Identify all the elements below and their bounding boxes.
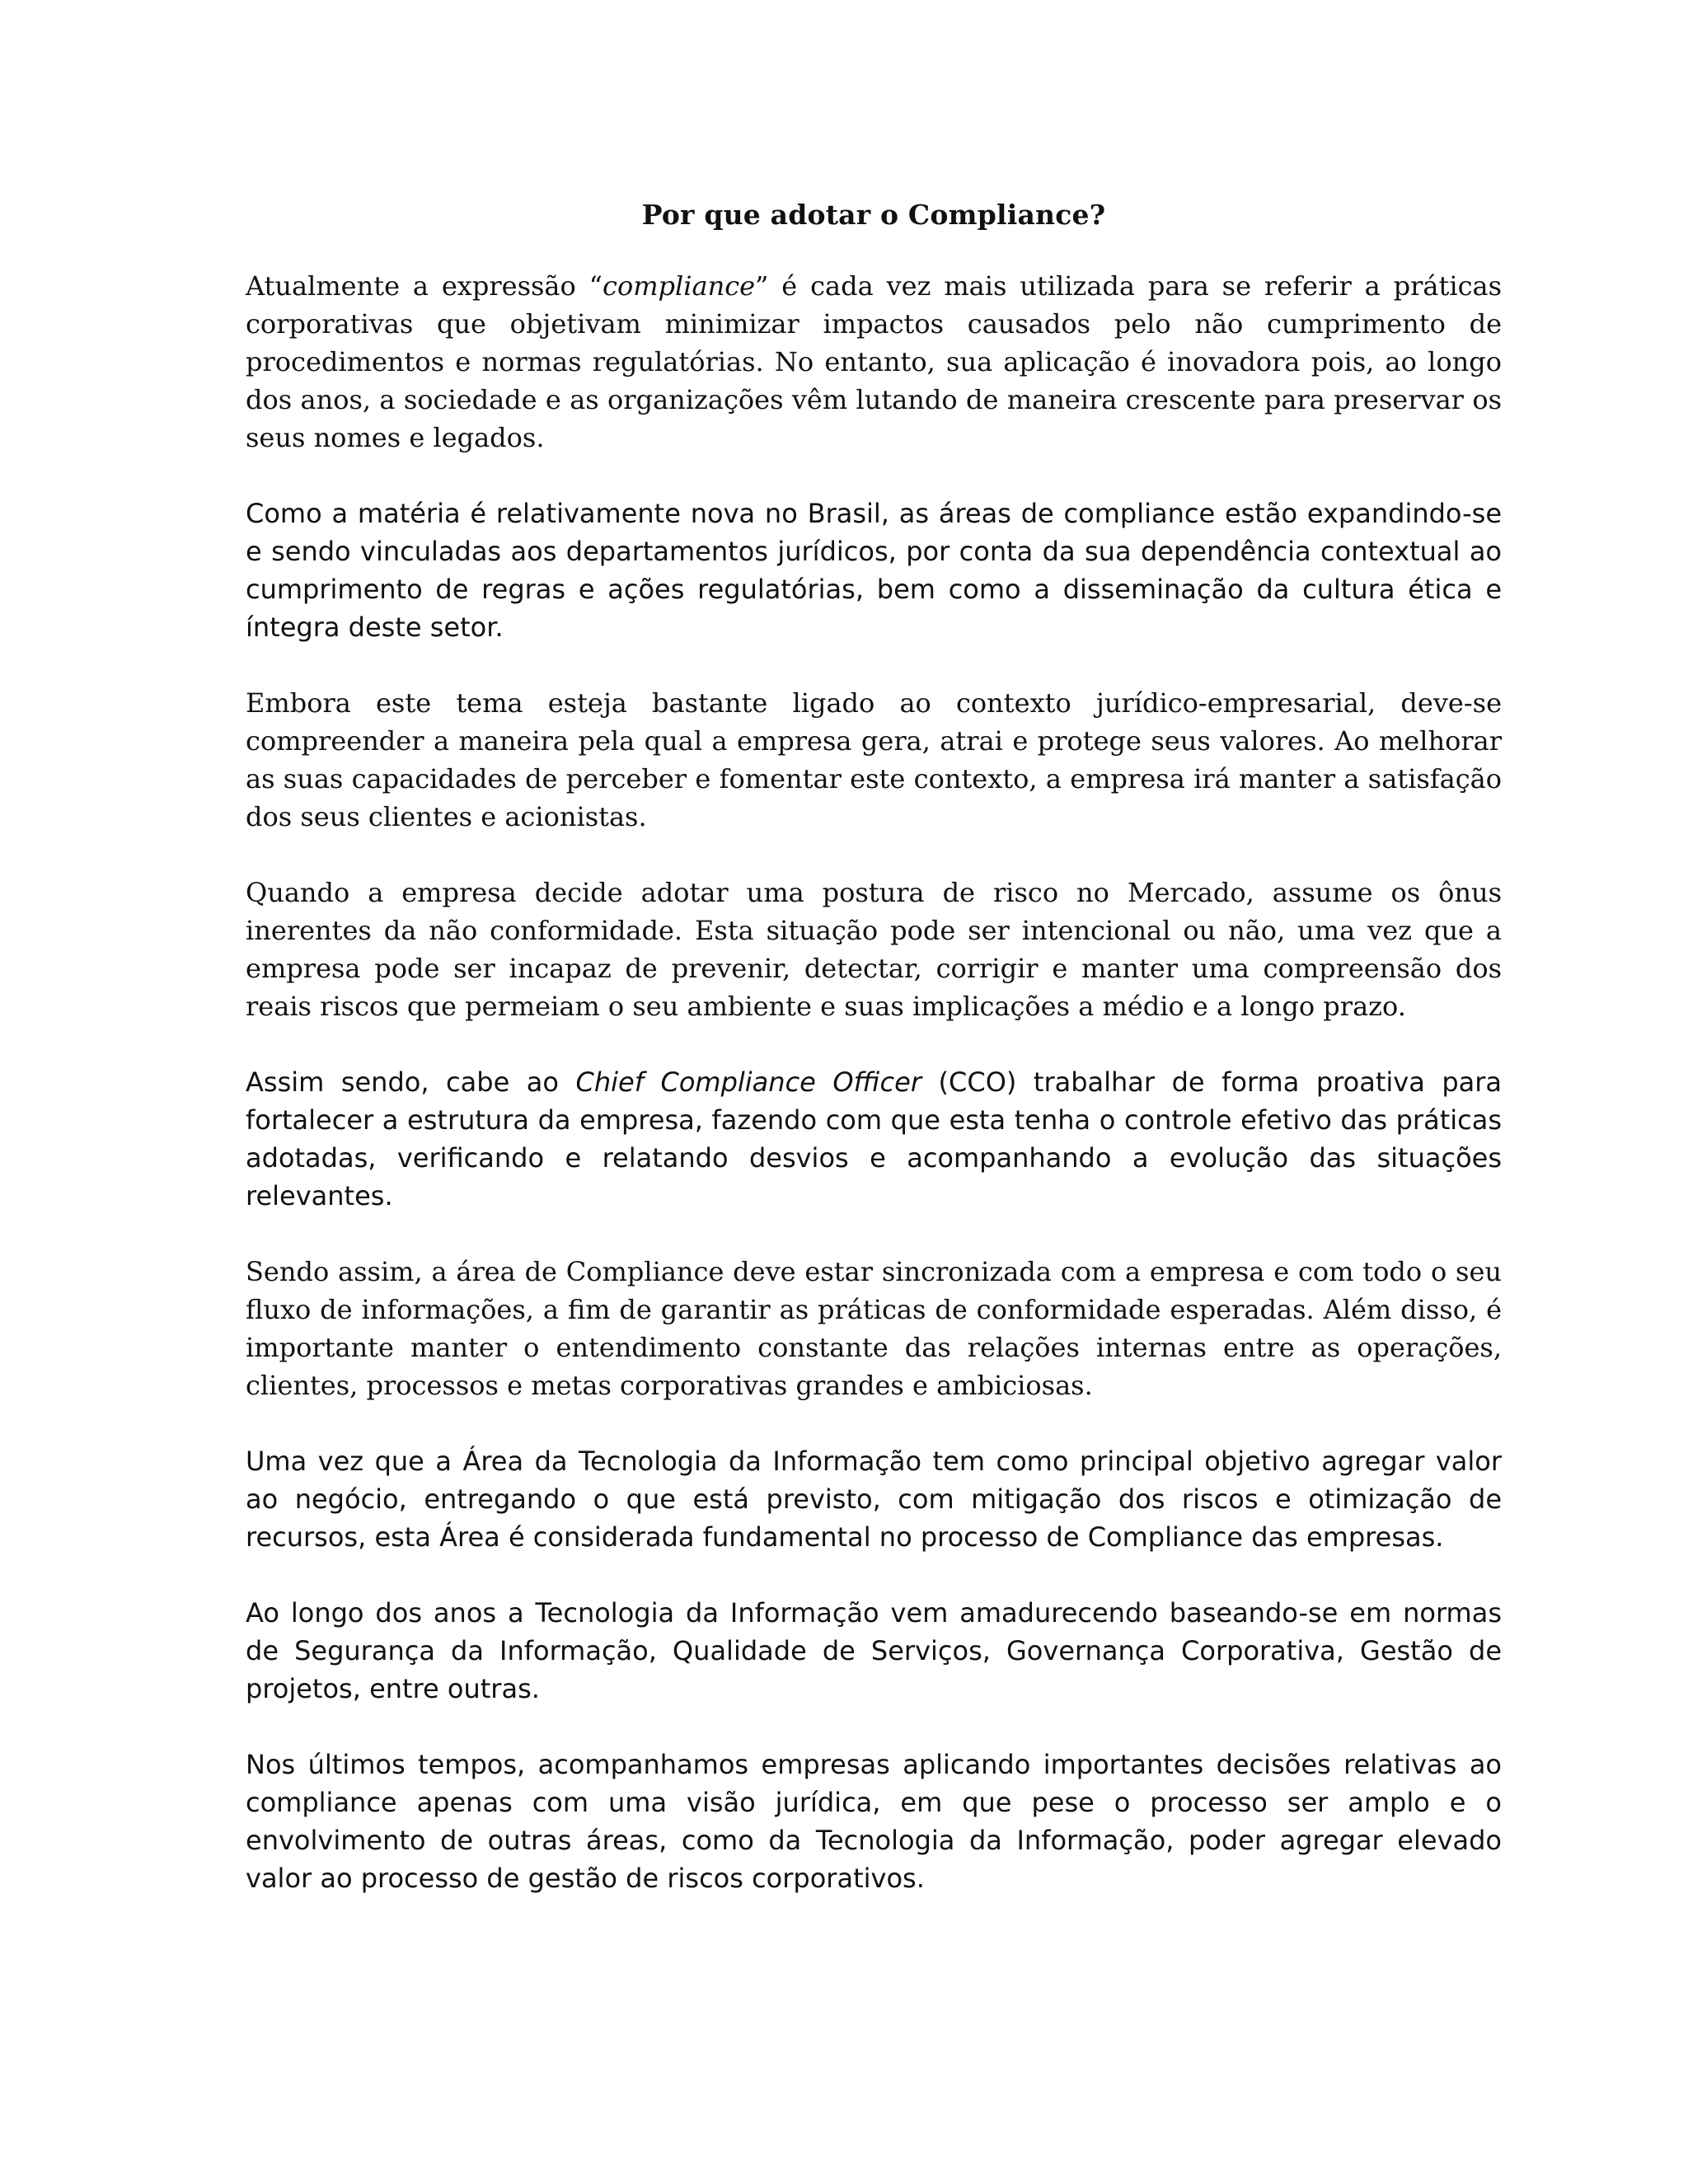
paragraph-6: Sendo assim, a área de Compliance deve estar sincronizada com a empresa e com todo o seu fluxo de informações, a fim de garantir as práticas de conformidade esperadas. Além disso, é importante manter o entendimento constante das relações internas entre as operações, clientes, processos e metas corporativas grandes e ambiciosas.: [246, 1256, 1502, 1401]
paragraph-5-text-start: Assim sendo, cabe ao: [246, 1066, 576, 1098]
paragraph-1-text-end: ” é cada vez mais utilizada para se referir a práticas corporativas que objetivam minimizar impactos causados pelo não cumprimento de procedimentos e normas regulatórias. No entanto, sua aplicação é inovadora pois, ao longo dos anos, a sociedade e as organizações vêm lutando de maneira crescente para preservar os seus nomes e legados.: [246, 270, 1503, 453]
paragraph-9: Nos últimos tempos, acompanhamos empresas aplicando importantes decisões relativas ao compliance apenas com uma visão jurídica, em que pese o processo ser amplo e o envolvimento de outras áreas, como da Tecnologia da Informação, poder agregar elevado valor ao processo de gestão de riscos corporativos.: [246, 1749, 1502, 1894]
paragraph-4: Quando a empresa decide adotar uma postura de risco no Mercado, assume os ônus inerentes da não conformidade. Esta situação pode ser intencional ou não, uma vez que a empresa pode ser incapaz de prevenir, detectar, corrigir e manter uma compreensão dos reais riscos que permeiam o seu ambiente e suas implicações a médio e a longo prazo.: [246, 877, 1502, 1022]
paragraph-5-text-end: (CCO) trabalhar de forma proativa para fortalecer a estrutura da empresa, fazendo com que esta tenha o controle efetivo das práticas adotadas, verificando e relatando desvios e acompanhando a evolução das situações relevantes.: [246, 1066, 1503, 1212]
paragraph-2: Como a matéria é relativamente nova no Brasil, as áreas de compliance estão expandindo-se e sendo vinculadas aos departamentos jurídicos, por conta da sua dependência contextual ao cumprimento de regras e ações regulatórias, bem como a disseminação da cultura ética e íntegra deste setor.: [246, 498, 1502, 643]
paragraph-1: [246, 267, 1502, 457]
paragraph-7: Uma vez que a Área da Tecnologia da Informação tem como principal objetivo agregar valor ao negócio, entregando o que está previsto, com mitigação dos riscos e otimização de recursos, esta Área é considerada fundamental no processo de Compliance das empresas.: [246, 1446, 1502, 1553]
paragraph-8: Ao longo dos anos a Tecnologia da Informação vem amadurecendo baseando-se em normas de Segurança da Informação, Qualidade de Serviços, Governança Corporativa, Gestão de projetos, entre outras.: [246, 1597, 1502, 1704]
document-body: [246, 196, 1502, 1935]
paragraph-1-italic-term: compliance: [603, 270, 756, 302]
paragraph-5-italic-term: Chief Compliance Officer: [575, 1066, 921, 1098]
document-title: Por que adotar o Compliance?: [641, 199, 1106, 231]
paragraph-5: [246, 1063, 1502, 1215]
paragraph-1-text-start: Atualmente a expressão “: [246, 270, 603, 302]
paragraph-3: Embora este tema esteja bastante ligado ao contexto jurídico-empresarial, deve-se compreender a maneira pela qual a empresa gera, atrai e protege seus valores. Ao melhorar as suas capacidades de perceber e fomentar este contexto, a empresa irá manter a satisfação dos seus clientes e acionistas.: [246, 687, 1502, 832]
